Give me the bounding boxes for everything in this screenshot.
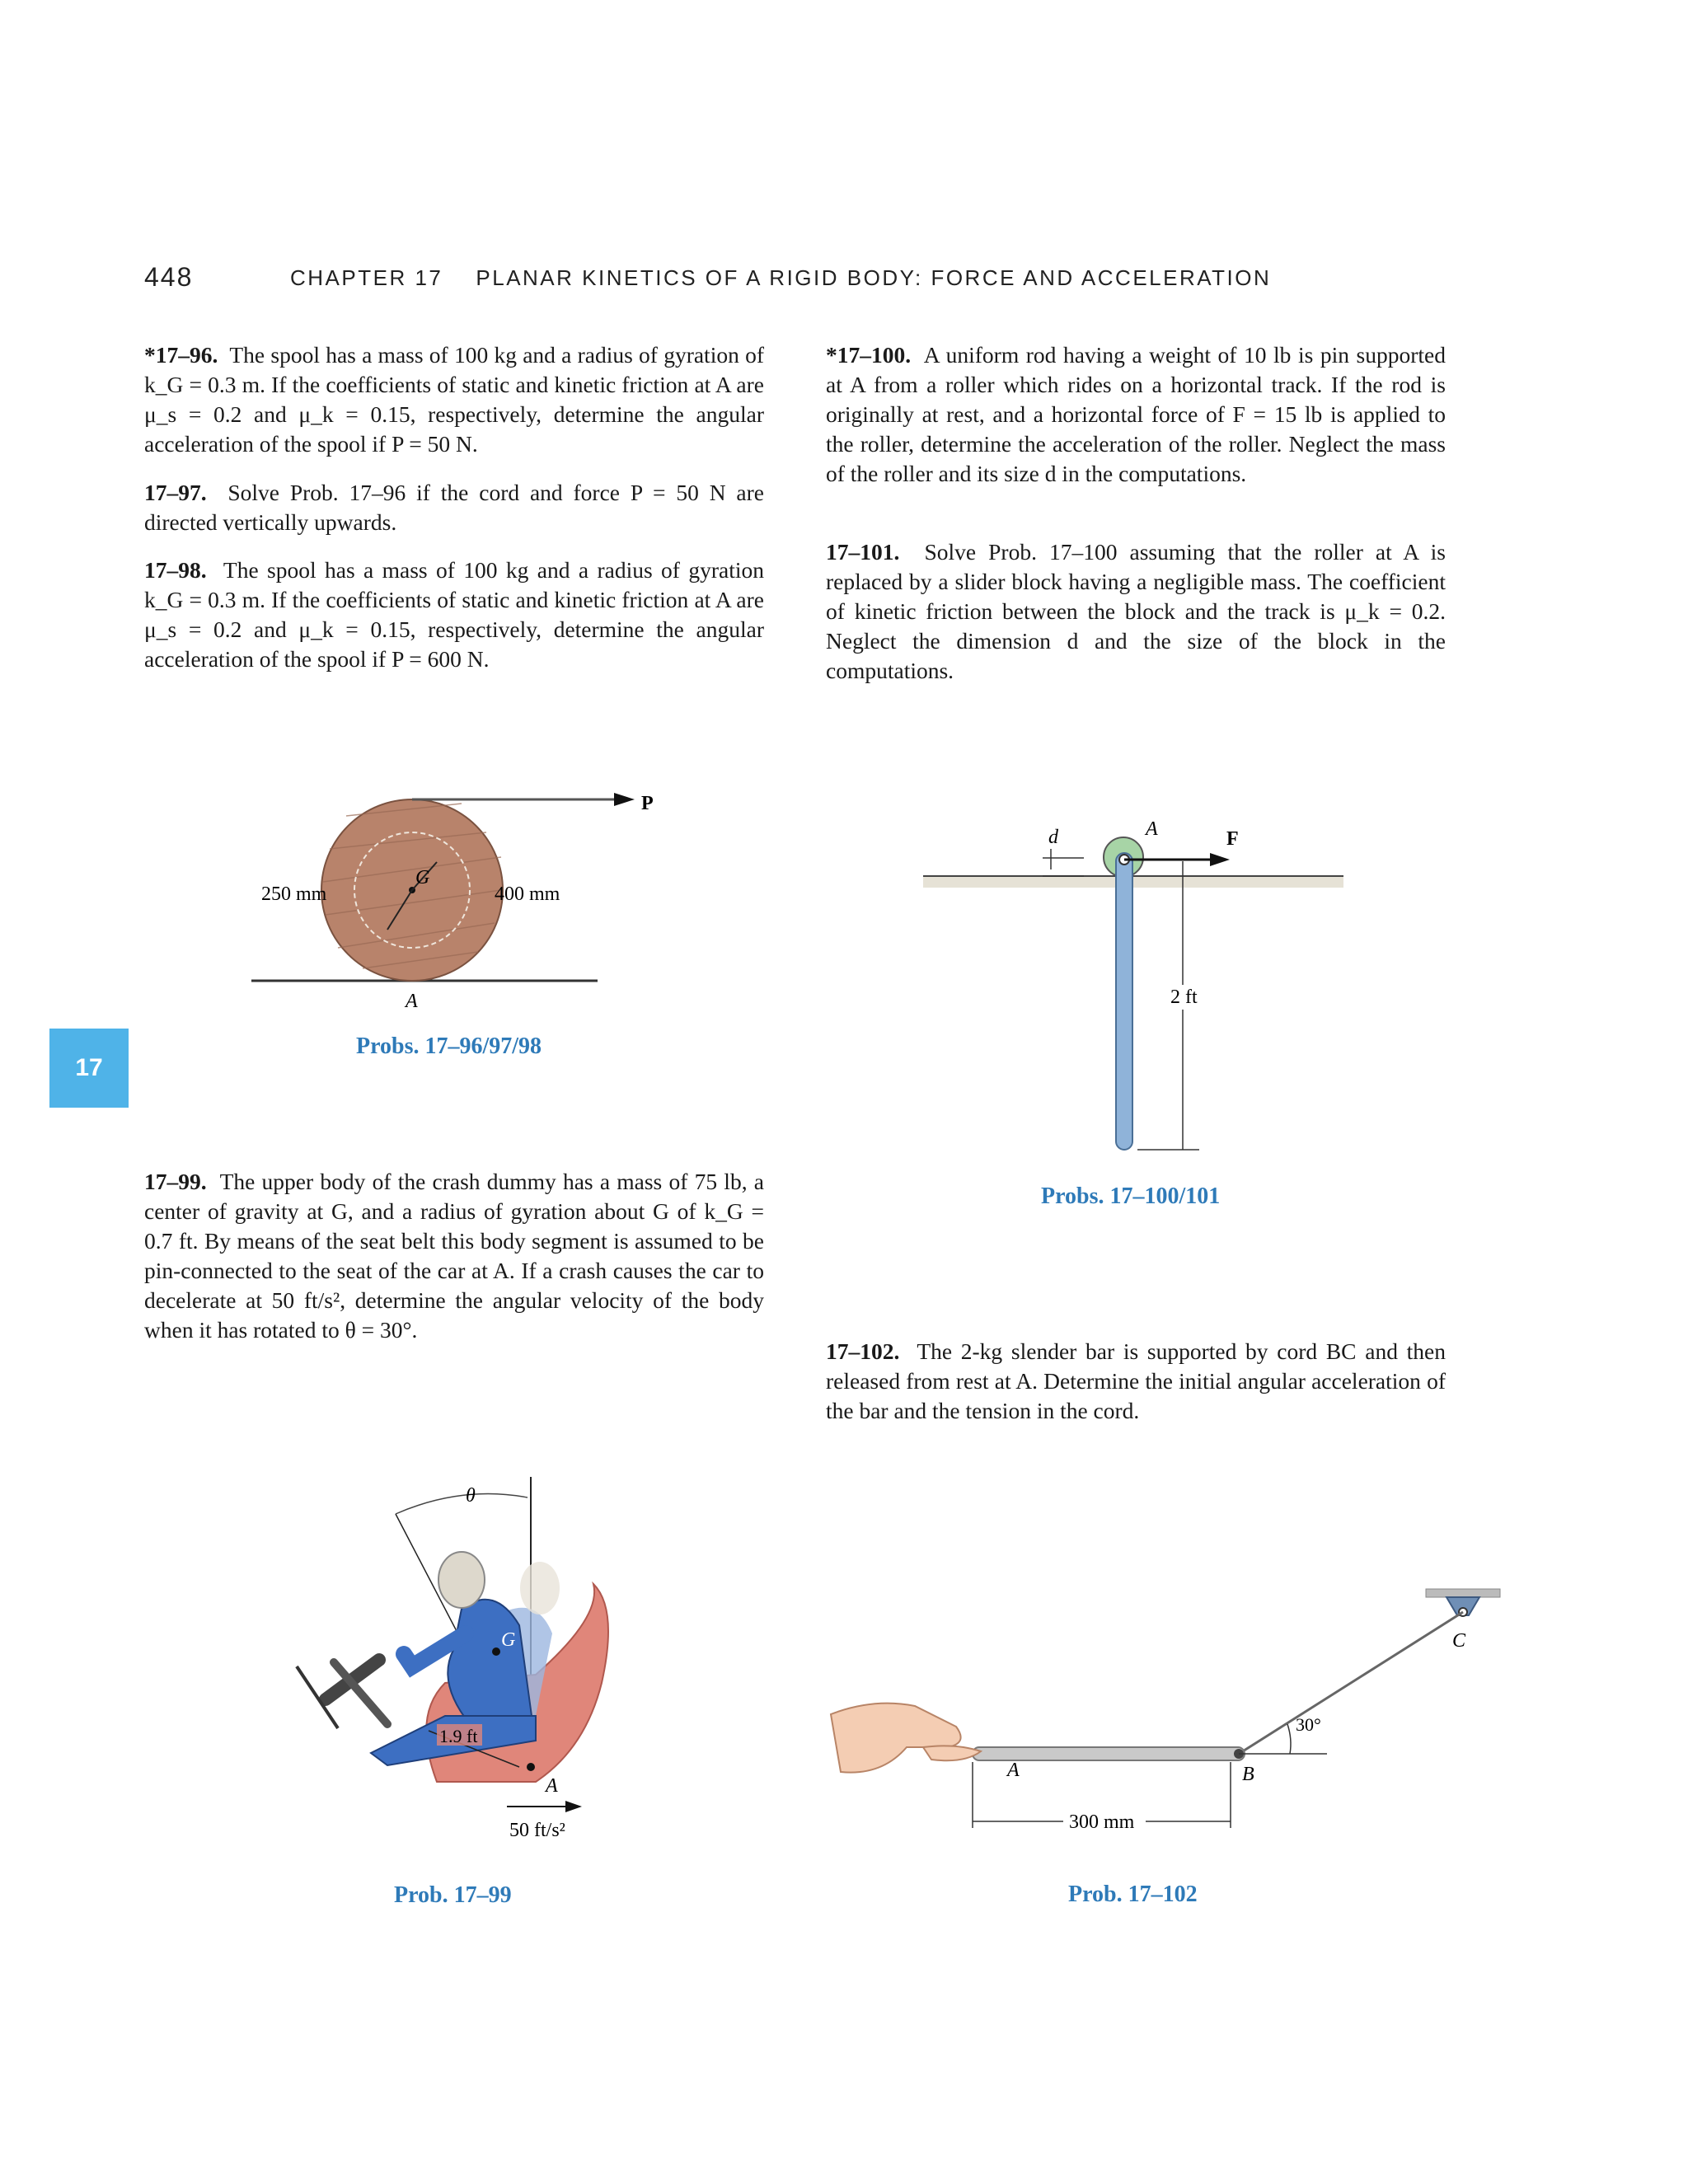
bar-figure bbox=[824, 1582, 1517, 1854]
problem-text: Solve Prob. 17–96 if the cord and force P = 50 N are directed vertically upwards. bbox=[144, 480, 764, 535]
problem-number: 17–102. bbox=[826, 1338, 900, 1364]
caption-dummy: Prob. 17–99 bbox=[394, 1882, 512, 1908]
label-accel: 50 ft/s² bbox=[509, 1820, 565, 1841]
label-C: C bbox=[1452, 1630, 1466, 1652]
label-30deg: 30° bbox=[1296, 1714, 1321, 1735]
problem-17-98 bbox=[144, 555, 764, 674]
problem-text: A uniform rod having a weight of 10 lb is pin supported at A from a roller which rides on a horizontal track. If the rod is originally at rest, and a horizontal force of F = 15 lb is applied to the roller, determine the acceleration of the roller. Neglect the mass of the roller and its size d in the computations. bbox=[826, 342, 1447, 486]
label-B: B bbox=[1242, 1764, 1254, 1785]
theta-arc bbox=[396, 1494, 528, 1515]
label-250mm: 250 mm bbox=[261, 883, 327, 905]
label-P: P bbox=[641, 793, 654, 814]
problem-number: 17–97. bbox=[144, 480, 207, 505]
label-A: A bbox=[1007, 1760, 1020, 1781]
ghost-dummy-head bbox=[520, 1562, 560, 1615]
force-arrowhead bbox=[1210, 853, 1230, 866]
cord-BC bbox=[1239, 1612, 1463, 1754]
angle-arc bbox=[1287, 1724, 1291, 1754]
accel-arrowhead bbox=[565, 1801, 582, 1812]
label-theta: θ bbox=[466, 1485, 476, 1507]
label-F: F bbox=[1226, 828, 1239, 850]
label-1-9ft: 1.9 ft bbox=[439, 1726, 478, 1746]
point-G bbox=[492, 1647, 500, 1656]
problem-text: The upper body of the crash dummy has a mass of 75 lb, a center of gravity at G, and a radius of gyration about G of k_G = 0.7 ft. By means of the seat belt this body segment is assumed to be pin-connected to the seat of the car at A. If a crash causes the car to decelerate at 50 ft/s², determine the angular velocity of the body when it has rotated to θ = 30°. bbox=[144, 1169, 764, 1343]
label-A: A bbox=[406, 991, 418, 1012]
hand bbox=[831, 1704, 961, 1773]
problem-17-100 bbox=[826, 340, 1446, 489]
problem-number: *17–96. bbox=[144, 342, 218, 368]
ceiling-mount bbox=[1426, 1589, 1500, 1597]
problem-text: Solve Prob. 17–100 assuming that the roller at A is replaced by a slider block having a negligible mass. The coefficient of kinetic friction between the block and the track is μ_k = 0.2. Neglect the dimension d and the size of the block in the computations. bbox=[826, 539, 1447, 683]
label-A: A bbox=[1146, 818, 1158, 840]
caption-bar: Prob. 17–102 bbox=[1068, 1882, 1198, 1907]
chapter-title: PLANAR KINETICS OF A RIGID BODY: FORCE AND ACCELERATION bbox=[476, 265, 1272, 290]
label-400mm: 400 mm bbox=[495, 883, 560, 905]
chapter-tab: 17 bbox=[49, 1029, 129, 1108]
problem-text: The spool has a mass of 100 kg and a radius of gyration of k_G = 0.3 m. If the coefficients of static and kinetic friction at A are μ_s = 0.2 and μ_k = 0.15, respectively, determine the angular acceleration of the spool if P = 50 N. bbox=[144, 342, 764, 457]
crash-dummy-figure bbox=[288, 1469, 618, 1856]
problem-text: The 2-kg slender bar is supported by cord BC and then released from rest at A. Determine the initial angular acceleration of the bar and the tension in the cord. bbox=[826, 1338, 1446, 1423]
running-header bbox=[290, 265, 1271, 291]
slender-bar bbox=[973, 1747, 1245, 1760]
caption-rod: Probs. 17–100/101 bbox=[1041, 1183, 1221, 1209]
dummy-head bbox=[438, 1552, 485, 1608]
label-A: A bbox=[546, 1775, 558, 1797]
thumb bbox=[923, 1746, 981, 1760]
problem-number: 17–98. bbox=[144, 557, 207, 583]
problem-number: 17–101. bbox=[826, 539, 900, 565]
label-G: G bbox=[415, 867, 430, 888]
problem-17-101 bbox=[826, 537, 1446, 686]
spool-figure bbox=[239, 791, 654, 1022]
page-number: 448 bbox=[144, 262, 194, 292]
rod-figure bbox=[915, 812, 1343, 1166]
caption-spool: Probs. 17–96/97/98 bbox=[356, 1033, 542, 1059]
rod bbox=[1116, 853, 1132, 1150]
force-arrowhead bbox=[614, 793, 635, 806]
problem-number: *17–100. bbox=[826, 342, 912, 368]
problem-text: The spool has a mass of 100 kg and a radius of gyration k_G = 0.3 m. If the coefficients of static and kinetic friction at A are μ_s = 0.2 and μ_k = 0.15, respectively, determine the angular acceleration of the spool if P = 600 N. bbox=[144, 557, 764, 672]
label-300mm: 300 mm bbox=[1069, 1811, 1135, 1833]
label-G: G bbox=[501, 1629, 516, 1651]
problem-17-97 bbox=[144, 478, 764, 537]
label-2ft: 2 ft bbox=[1170, 987, 1198, 1008]
problem-17-102 bbox=[826, 1337, 1446, 1426]
chapter-label: CHAPTER 17 bbox=[290, 265, 443, 290]
problem-17-96 bbox=[144, 340, 764, 459]
problem-17-99 bbox=[144, 1167, 764, 1345]
problem-number: 17–99. bbox=[144, 1169, 207, 1194]
label-d: d bbox=[1048, 827, 1058, 848]
point-A bbox=[527, 1763, 535, 1771]
